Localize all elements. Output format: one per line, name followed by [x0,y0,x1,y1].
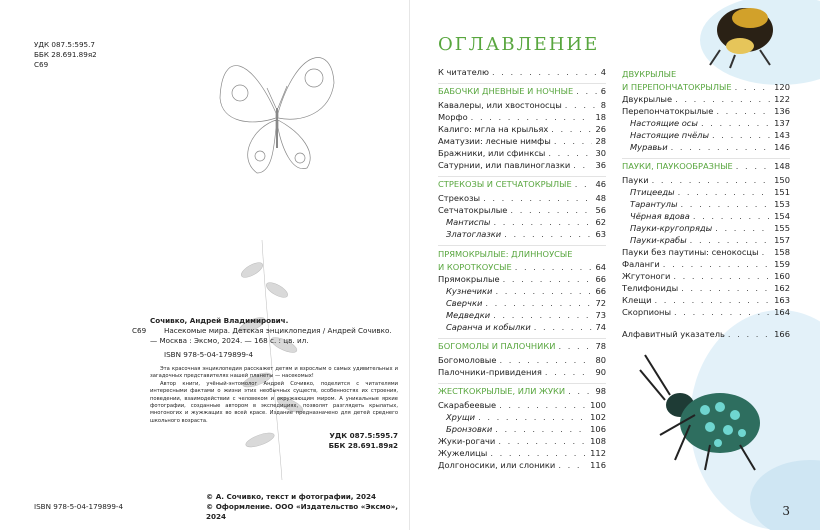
toc-entry-title: Саранча и кобылки [446,322,531,332]
toc-page-number: 148 [774,161,790,171]
toc-entry-title: Тарантулы [630,199,678,209]
isbn: ISBN 978-5-04-179899-4 [164,350,254,359]
toc-page-number: 18 [595,112,606,122]
dot-leader [693,210,771,222]
dot-leader [736,159,771,174]
toc-page-number: 62 [595,217,606,227]
dot-leader [663,258,771,270]
toc-page-number: 63 [595,229,606,239]
bumblebee-photo [700,0,790,70]
toc-entry-title: БАБОЧКИ ДНЕВНЫЕ И НОЧНЫЕ [438,86,574,96]
toc-page-number: 150 [774,175,790,185]
toc-heading-line: И КОРОТКОУСЫЕ [438,262,512,272]
toc-entry-title: Настоящие осы [630,118,698,128]
annotation-paragraph: Эта красочная энциклопедия расскажет детям и взрослым о самых удивительных и загадочных представителях нашей планеты — насекомых! [150,366,398,380]
toc-page-number: 106 [590,424,606,434]
dot-leader [503,273,593,285]
toc-entry-title: Пауки-кругопряды [630,223,713,233]
toc-entry[interactable] [622,222,790,234]
toc-page-number: 66 [595,274,606,284]
toc-entry-title: Жуки-рогачи [438,436,496,446]
toc-entry[interactable] [622,186,790,198]
toc-entry-title: Двукрылые [622,94,673,104]
right-page [410,0,820,530]
annotation-paragraph: Автор книги, учёный-энтомолог Андрей Сочивко, поделится с читателями интересными фактами о жизни этих необычных существ, особенностях их строения, поведении, взаимодействии с человеком и окружающим миром. А уникальные яркие фотографии, созданные автором в экспедициях, позволят разглядеть крылатых, многоногих и жужжащих во всей красе. Издание предназначено для детей среднего школьного возраста. [150,380,398,424]
toc-entry-title: Хрущи [446,412,476,422]
dot-leader [492,66,598,78]
toc-entry-title: Настоящие пчёлы [630,130,710,140]
toc-page-number: 28 [595,136,606,146]
toc-page-number: 8 [600,100,606,110]
dot-leader [575,177,593,192]
toc-entry[interactable] [438,228,606,240]
toc-entry-title: Жужелицы [438,448,488,458]
toc-section-heading[interactable] [438,176,606,192]
copyright-line: © А. Сочивко, текст и фотографии, 2024 [206,492,377,501]
dot-leader [673,270,771,282]
beetle-photo [620,345,770,475]
toc-entry-title: Прямокрылые [438,274,500,284]
toc-column-1 [438,66,606,471]
toc-entry[interactable] [438,111,606,123]
toc-entry[interactable] [438,459,606,471]
dot-leader [690,234,771,246]
toc-entry[interactable] [622,258,790,270]
toc-entry-title: Медведки [446,310,491,320]
toc-entry[interactable] [622,328,790,340]
toc-entry-title: Алфавитный указатель [622,329,725,339]
dot-leader [498,435,587,447]
toc-page-number: 64 [595,262,606,272]
toc-heading-line: И ПЕРЕПОНЧАТОКРЫЛЫЕ [622,82,732,92]
dot-leader [558,339,592,354]
toc-entry[interactable] [438,366,606,378]
toc-entry-title: Телифониды [622,283,679,293]
dot-leader [762,246,772,258]
toc-heading-line: ДВУКРЫЛЫЕ [622,69,677,79]
dot-leader [485,297,592,309]
toc-entry[interactable] [622,105,790,117]
toc-entry[interactable] [438,66,606,78]
toc-page-number: 112 [590,448,606,458]
toc-entry-title: Чёрная вдова [630,211,690,221]
dot-leader [490,447,587,459]
toc-page-number: 48 [595,193,606,203]
toc-page-number: 160 [774,271,790,281]
toc-entry[interactable] [622,141,790,153]
toc-section-heading[interactable] [438,338,606,354]
toc-page-number: 157 [774,235,790,245]
toc-entry-title: К читателю [438,67,489,77]
toc-entry[interactable] [438,285,606,297]
udk-code: УДК 087.5:595.7 [34,40,95,49]
toc-entry-title: Златоглазки [446,229,502,239]
toc-entry-title: Сетчатокрылые [438,205,508,215]
toc-column-2 [622,66,790,340]
toc-page-number: 36 [595,160,606,170]
bbk-code: ББК 28.691.89я2 [34,50,97,59]
toc-entry-title: Сатурнии, или павлиноглазки [438,160,571,170]
toc-entry-title: БОГОМОЛЫ И ПАЛОЧНИКИ [438,341,556,351]
dot-leader [499,354,592,366]
dot-leader [499,399,587,411]
toc-entry[interactable] [438,123,606,135]
dot-leader [510,204,592,216]
toc-entry-title: Кузнечики [446,286,493,296]
toc-entry[interactable] [622,210,790,222]
toc-page-number: 146 [774,142,790,152]
toc-page-number: 158 [774,247,790,257]
toc-page-number: 159 [774,259,790,269]
toc-page-number: 151 [774,187,790,197]
toc-entry-title: Долгоносики, или слоники [438,460,556,470]
dot-leader [681,282,771,294]
bbk-code: ББК 28.691.89я2 [328,441,398,451]
author-name: Сочивко, Андрей Владимирович. [150,316,289,325]
dot-leader [678,186,772,198]
toc-section-heading[interactable] [622,158,790,174]
toc-entry-title: Богомоловые [438,355,497,365]
toc-entry[interactable] [438,99,606,111]
dot-leader [735,81,772,93]
toc-page-number: 122 [774,94,790,104]
toc-entry-title: Клещи [622,295,652,305]
dot-leader [495,285,592,297]
udk-code: УДК 087.5:595.7 [329,431,398,441]
dot-leader [548,147,592,159]
toc-page-number: 46 [595,179,606,189]
toc-page-number: 6 [600,86,606,96]
toc-entry-title: Аматузии: лесные нимфы [438,136,551,146]
annotation [150,366,398,425]
toc-entry[interactable] [438,447,606,459]
toc-entry-title: ЖЕСТКОКРЫЛЫЕ, ИЛИ ЖУКИ [438,386,566,396]
toc-page-number: 56 [595,205,606,215]
toc-entry[interactable] [622,246,790,258]
toc-entry[interactable] [622,93,790,105]
dot-leader [558,459,587,471]
dot-leader [493,309,592,321]
dot-leader [554,135,593,147]
page-title: ОГЛАВЛЕНИЕ [438,34,600,55]
spacer [622,318,790,328]
toc-page-number: 143 [774,130,790,140]
dot-leader [652,174,772,186]
toc-page-number: 4 [600,67,606,77]
dot-leader [471,111,593,123]
toc-page-number: 66 [595,286,606,296]
dot-leader [493,216,592,228]
toc-page-number: 116 [590,460,606,470]
dot-leader [674,306,771,318]
toc-entry-title: ПАУКИ, ПАУКООБРАЗНЫЕ [622,161,733,171]
toc-page-number: 137 [774,118,790,128]
page-number: 3 [782,504,790,518]
toc-entry-title: Птицееды [630,187,675,197]
toc-entry-title: Пауки-крабы [630,235,687,245]
toc-page-number: 136 [774,106,790,116]
toc-entry-title: Сверчки [446,298,483,308]
toc-entry-title: Калиго: мгла на крыльях [438,124,549,134]
dot-leader [568,384,592,399]
toc-entry[interactable] [622,294,790,306]
toc-entry-title: Жгутоноги [622,271,671,281]
dot-leader [716,105,771,117]
toc-entry[interactable] [622,129,790,141]
dot-leader [675,93,771,105]
dot-leader [573,159,592,171]
toc-page-number: 164 [774,307,790,317]
toc-entry-title: Морфо [438,112,468,122]
dot-leader [576,84,598,99]
toc-entry[interactable] [438,435,606,447]
dot-leader [504,228,592,240]
toc-entry[interactable] [438,159,606,171]
bibliographic-record [132,316,398,451]
dot-leader [701,117,771,129]
toc-section-heading[interactable] [438,383,606,399]
dot-leader [483,192,592,204]
toc-entry[interactable] [622,282,790,294]
toc-entry[interactable] [438,135,606,147]
toc-entry[interactable] [622,117,790,129]
dot-leader [545,366,593,378]
copyright-line: © Оформление. ООО «Издательство «Эксмо», 2024 [206,502,398,521]
author-sign: С69 [132,326,147,335]
toc-page-number: 90 [595,367,606,377]
toc-page-number: 80 [595,355,606,365]
toc-entry-title: Кавалеры, или хвостоносцы [438,100,562,110]
isbn-bottom: ISBN 978-5-04-179899-4 [34,502,124,511]
toc-section-heading[interactable] [622,66,790,93]
book-description: Насекомые мира. Детская энциклопедия / Андрей Сочивко. — Москва : Эксмо, 2024. — 168 с. : цв. ил. [150,326,392,345]
toc-entry-title: Пауки без паутины: сенокосцы [622,247,759,257]
toc-entry[interactable] [438,411,606,423]
toc-entry-title: Скорпионы [622,307,672,317]
toc-entry-title: СТРЕКОЗЫ И СЕТЧАТОКРЫЛЫЕ [438,179,572,189]
dot-leader [551,123,592,135]
toc-entry[interactable] [438,192,606,204]
toc-entry[interactable] [438,204,606,216]
toc-page-number: 155 [774,223,790,233]
toc-entry-title: Перепончатокрылые [622,106,714,116]
toc-page-number: 154 [774,211,790,221]
toc-entry[interactable] [438,321,606,333]
toc-entry[interactable] [438,399,606,411]
toc-entry-title: Бражники, или сфинксы [438,148,546,158]
toc-entry-title: Палочники-привидения [438,367,542,377]
copyright [206,492,409,522]
toc-entry-title: Мантиспы [446,217,491,227]
dot-leader [712,129,771,141]
toc-entry-title: Фаланги [622,259,660,269]
toc-entry[interactable] [622,270,790,282]
toc-page-number: 78 [595,341,606,351]
toc-page-number: 72 [595,298,606,308]
dot-leader [565,99,598,111]
toc-page-number: 163 [774,295,790,305]
dot-leader [671,141,772,153]
dot-leader [534,321,593,333]
dot-leader [715,222,771,234]
toc-page-number: 30 [595,148,606,158]
toc-page-number: 153 [774,199,790,209]
toc-entry[interactable] [438,273,606,285]
toc-page-number: 100 [590,400,606,410]
toc-heading-line: ПРЯМОКРЫЛЫЕ: ДЛИННОУСЫЕ [438,249,573,259]
toc-page-number: 74 [595,322,606,332]
toc-page-number: 98 [595,386,606,396]
toc-entry[interactable] [622,234,790,246]
toc-entry-title: Стрекозы [438,193,481,203]
toc-section-heading[interactable] [438,83,606,99]
dot-leader [478,411,587,423]
toc-entry-title: Муравьи [630,142,668,152]
classification-codes [34,40,97,70]
butterfly-sketch-illustration [212,38,342,188]
dot-leader [495,423,587,435]
toc-page-number: 120 [774,82,790,92]
toc-section-heading[interactable] [438,245,606,273]
toc-page-number: 73 [595,310,606,320]
toc-page-number: 26 [595,124,606,134]
toc-entry-title: Бронзовки [446,424,493,434]
toc-page-number: 162 [774,283,790,293]
dot-leader [681,198,772,210]
toc-entry[interactable] [438,147,606,159]
toc-page-number: 166 [774,329,790,339]
toc-entry[interactable] [438,297,606,309]
toc-page-number: 108 [590,436,606,446]
toc-entry[interactable] [622,306,790,318]
toc-entry-title: Скарабеевые [438,400,497,410]
toc-entry[interactable] [438,309,606,321]
toc-entry[interactable] [438,216,606,228]
dot-leader [655,294,772,306]
toc-entry[interactable] [622,198,790,210]
dot-leader [728,328,771,340]
toc-entry[interactable] [622,174,790,186]
toc-entry[interactable] [438,423,606,435]
toc-entry[interactable] [438,354,606,366]
author-sign: С69 [34,60,49,69]
dot-leader [515,261,593,273]
toc-page-number: 102 [590,412,606,422]
toc-entry-title: Пауки [622,175,649,185]
